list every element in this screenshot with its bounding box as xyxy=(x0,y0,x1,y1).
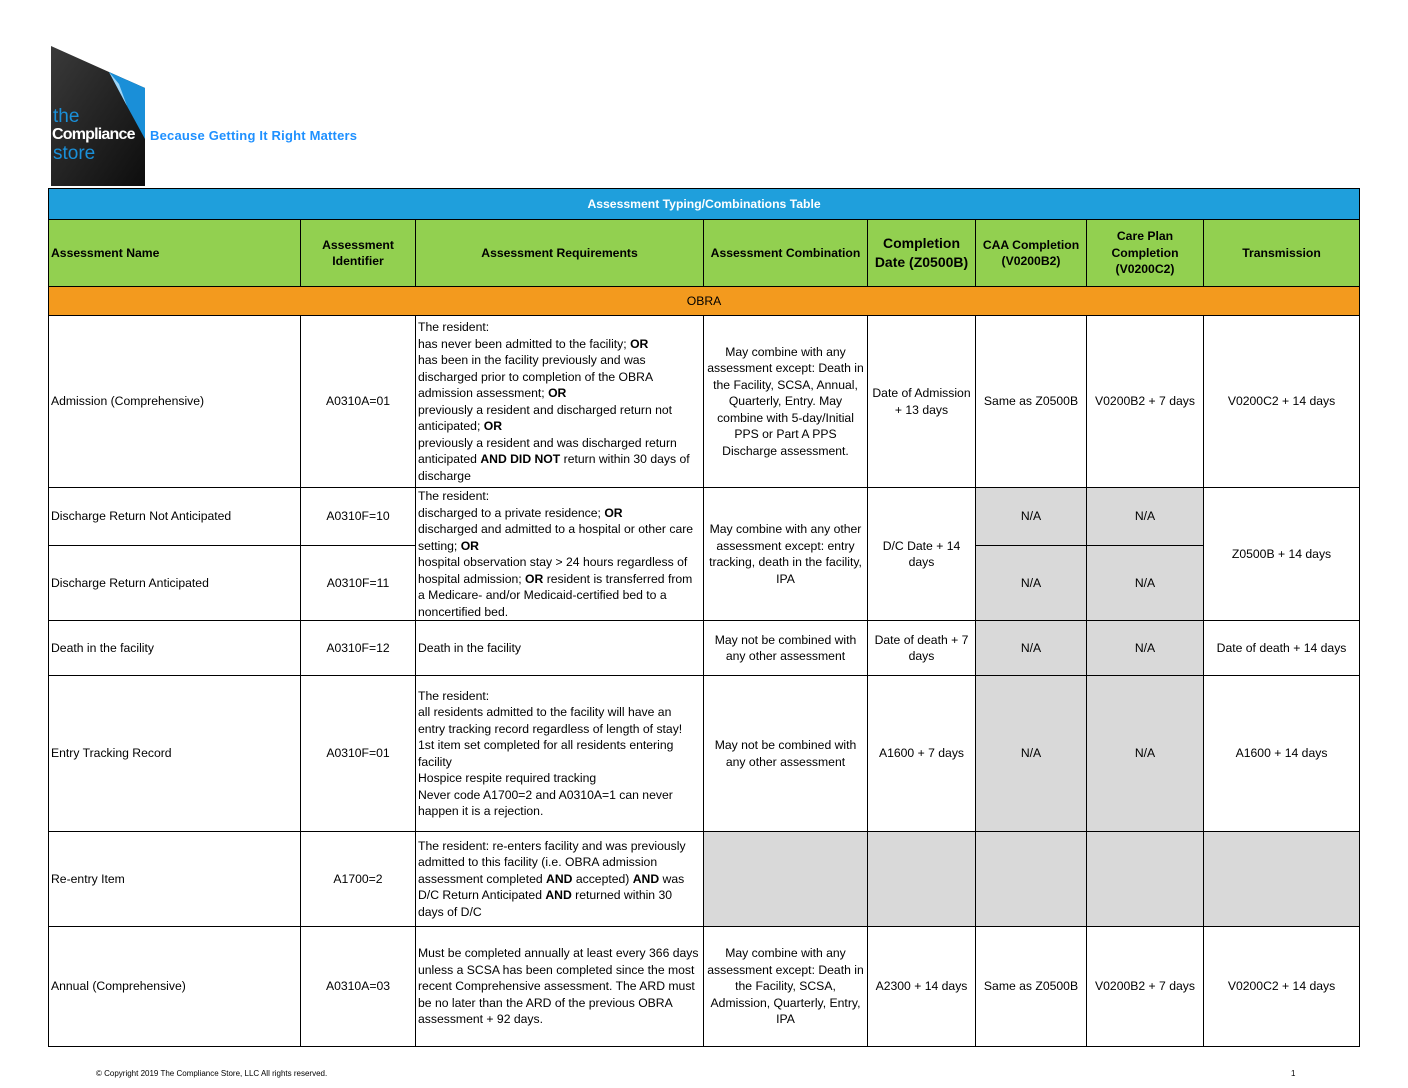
discharge-combination: May combine with any other assessment except: entry tracking, death in the facility, IPA xyxy=(704,488,868,621)
logo-line1: the xyxy=(53,106,80,127)
annual-identifier: A0310A=03 xyxy=(301,927,416,1047)
table-row xyxy=(49,927,1360,1047)
entry-identifier: A0310F=01 xyxy=(301,676,416,832)
entry-combination: May not be combined with any other assessment xyxy=(704,676,868,832)
annual-caa: Same as Z0500B xyxy=(976,927,1087,1047)
reentry-careplan-empty xyxy=(1087,832,1204,927)
discharge-a-name: Discharge Return Anticipated xyxy=(49,545,301,620)
table-row xyxy=(49,316,1360,488)
death-requirements: Death in the facility xyxy=(416,621,704,676)
header-careplan: Care Plan Completion (V0200C2) xyxy=(1087,220,1204,287)
annual-requirements: Must be completed annually at least every 366 days unless a SCSA has been completed since the most recent Comprehensive assessment. The ARD must be no later than the ARD of the previous OBRA assessment + 92 days. xyxy=(416,927,704,1047)
logo-line3: store xyxy=(53,143,96,164)
reentry-transmission-empty xyxy=(1204,832,1360,927)
annual-combination: May combine with any assessment except: Death in the Facility, SCSA, Admission, Quarterly, Entry, IPA xyxy=(704,927,868,1047)
footer-page-number: 1 xyxy=(1291,1069,1296,1078)
compliance-store-logo xyxy=(49,44,145,186)
section-obra: OBRA xyxy=(49,287,1360,316)
assessment-table xyxy=(48,188,1360,1047)
death-completion: Date of death + 7 days xyxy=(868,621,976,676)
entry-caa: N/A xyxy=(976,676,1087,832)
annual-completion: A2300 + 14 days xyxy=(868,927,976,1047)
footer-copyright: © Copyright 2019 The Compliance Store, LLC All rights reserved. xyxy=(96,1069,328,1078)
death-caa: N/A xyxy=(976,621,1087,676)
tagline: Because Getting It Right Matters xyxy=(150,128,358,143)
discharge-requirements: The resident: discharged to a private residence; OR discharged and admitted to a hospital or other care setting; OR hospital observation stay > 24 hours regardless of hospital admission; OR resident is transferred from a Medicare- and/or Medicaid-certified bed to a noncertified bed. xyxy=(416,488,704,621)
reentry-combination-empty xyxy=(704,832,868,927)
reentry-requirements: The resident: re-enters facility and was previously admitted to this facility (i.e. OBRA admission assessment completed AND accepted) AND was D/C Return Anticipated AND returned within 30 days of D/C xyxy=(416,832,704,927)
discharge-na-careplan: N/A xyxy=(1087,488,1204,546)
death-careplan: N/A xyxy=(1087,621,1204,676)
discharge-completion: D/C Date + 14 days xyxy=(868,488,976,621)
discharge-a-careplan: N/A xyxy=(1087,545,1204,620)
discharge-transmission: Z0500B + 14 days xyxy=(1204,488,1360,621)
admission-name: Admission (Comprehensive) xyxy=(49,316,301,488)
admission-caa: Same as Z0500B xyxy=(976,316,1087,488)
header-assessment-name: Assessment Name xyxy=(49,220,301,287)
admission-requirements: The resident: has never been admitted to the facility; OR has been in the facility previously and was discharged prior to completion of the OBRA admission assessment; OR previously a resident and discharged return not anticipated; OR previously a resident and was discharged return anticipated AND DID NOT return within 30 days of discharge xyxy=(416,316,704,488)
table-row xyxy=(49,488,1360,546)
admission-combination: May combine with any assessment except: Death in the Facility, SCSA, Annual, Quarterly, Entry. May combine with 5-day/Initial PPS or Part A PPS Discharge assessment. xyxy=(704,316,868,488)
discharge-na-name: Discharge Return Not Anticipated xyxy=(49,488,301,546)
header-completion: Completion Date (Z0500B) xyxy=(868,220,976,287)
discharge-na-identifier: A0310F=10 xyxy=(301,488,416,546)
header-caa: CAA Completion (V0200B2) xyxy=(976,220,1087,287)
reentry-caa-empty xyxy=(976,832,1087,927)
header-combination: Assessment Combination xyxy=(704,220,868,287)
header-identifier: Assessment Identifier xyxy=(301,220,416,287)
death-combination: May not be combined with any other assessment xyxy=(704,621,868,676)
admission-completion: Date of Admission + 13 days xyxy=(868,316,976,488)
admission-identifier: A0310A=01 xyxy=(301,316,416,488)
death-transmission: Date of death + 14 days xyxy=(1204,621,1360,676)
entry-transmission: A1600 + 14 days xyxy=(1204,676,1360,832)
header-requirements: Assessment Requirements xyxy=(416,220,704,287)
table-row xyxy=(49,621,1360,676)
entry-careplan: N/A xyxy=(1087,676,1204,832)
header-transmission: Transmission xyxy=(1204,220,1360,287)
entry-name: Entry Tracking Record xyxy=(49,676,301,832)
annual-careplan: V0200B2 + 7 days xyxy=(1087,927,1204,1047)
death-name: Death in the facility xyxy=(49,621,301,676)
discharge-a-identifier: A0310F=11 xyxy=(301,545,416,620)
discharge-a-caa: N/A xyxy=(976,545,1087,620)
death-identifier: A0310F=12 xyxy=(301,621,416,676)
reentry-completion-empty xyxy=(868,832,976,927)
reentry-identifier: A1700=2 xyxy=(301,832,416,927)
reentry-name: Re-entry Item xyxy=(49,832,301,927)
annual-name: Annual (Comprehensive) xyxy=(49,927,301,1047)
table-row xyxy=(49,676,1360,832)
annual-transmission: V0200C2 + 14 days xyxy=(1204,927,1360,1047)
admission-careplan: V0200B2 + 7 days xyxy=(1087,316,1204,488)
table-title: Assessment Typing/Combinations Table xyxy=(49,189,1360,220)
admission-transmission: V0200C2 + 14 days xyxy=(1204,316,1360,488)
entry-requirements: The resident: all residents admitted to the facility will have an entry tracking record regardless of length of stay! 1st item set completed for all residents entering facility Hospice respite required tracking Never code A1700=2 and A0310A=1 can never happen it is a rejection. xyxy=(416,676,704,832)
logo-line2: Compliance xyxy=(52,126,135,143)
table-row xyxy=(49,832,1360,927)
discharge-na-caa: N/A xyxy=(976,488,1087,546)
entry-completion: A1600 + 7 days xyxy=(868,676,976,832)
